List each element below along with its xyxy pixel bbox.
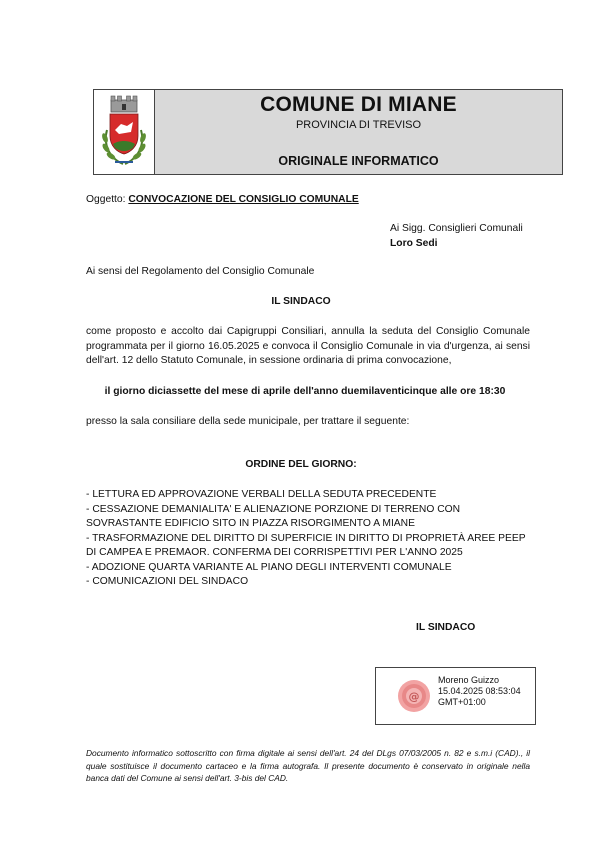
odg-title: ORDINE DEL GIORNO: (245, 459, 357, 470)
document-header (93, 89, 563, 175)
list-bullet: - (86, 532, 90, 544)
signature-details (438, 675, 521, 708)
regolamento-line: Ai sensi del Regolamento del Consiglio Comunale (86, 266, 315, 277)
list-item (86, 503, 530, 532)
crest-cell (94, 90, 155, 174)
list-item (86, 532, 530, 561)
list-item (86, 575, 530, 590)
body-paragraph: come proposto e accolto dai Capigruppi Consiliari, annulla la seduta del Consiglio Comunale programmata per il giorno 16.05.2025 e convoca il Consiglio Comunale in via d'urgenza, ai sensi dell'art. 12 dello Statuto Comunale, in sessione ordinaria di prima convocazione, (86, 326, 530, 366)
signature-label: IL SINDACO (416, 622, 476, 633)
wax-seal-icon (397, 679, 431, 713)
oggetto-label: Oggetto: (86, 194, 126, 205)
list-bullet: - (86, 489, 90, 500)
municipal-crest-icon (97, 92, 151, 172)
il-sindaco-heading: IL SINDACO (271, 296, 331, 307)
svg-text:@: @ (408, 690, 420, 703)
meeting-date-line: il giorno diciassette del mese di aprile dell'anno duemilaventicinque alle ore 18:30 (104, 386, 506, 397)
signer-name: Moreno Guizzo (438, 675, 500, 685)
list-bullet: - (86, 576, 90, 587)
comune-title: COMUNE DI MIANE (260, 93, 457, 116)
list-item-text: LETTURA ED APPROVAZIONE VERBALI DELLA SEDUTA PRECEDENTE (92, 489, 437, 500)
odg-list (86, 488, 530, 590)
recipients-block (390, 222, 523, 251)
recipients-sedi: Loro Sedi (390, 237, 438, 249)
footer-note: Documento informatico sottoscritto con firma digitale ai sensi dell'art. 24 del DLgs 07/03/2005 n. 82 e s.m.i (CAD)., il quale sostituisce il documento cartaceo e la firma autografa. Il presente documento è conservato in originale nella banca dati del Comune ai sensi dell'art. 3-bis del CAD. (86, 748, 530, 783)
list-item (86, 561, 530, 576)
oggetto-value: CONVOCAZIONE DEL CONSIGLIO COMUNALE (128, 194, 359, 205)
recipients-line: Ai Sigg. Consiglieri Comunali (390, 223, 523, 234)
signature-datetime: 15.04.2025 08:53:04 (438, 686, 521, 696)
list-bullet: - (86, 561, 90, 573)
digital-signature-stamp (375, 667, 536, 725)
list-item-text: ADOZIONE QUARTA VARIANTE AL PIANO DEGLI INTERVENTI COMUNALE (91, 561, 452, 573)
title-cell (155, 90, 562, 174)
list-bullet: - (86, 503, 90, 515)
list-item-text: CESSAZIONE DEMANIALITA' E ALIENAZIONE PORZIONE DI TERRENO CON SOVRASTANTE EDIFICIO SITO IN PIAZZA RISORGIMENTO A MIANE (86, 503, 461, 529)
list-item-text: COMUNICAZIONI DEL SINDACO (92, 576, 249, 587)
oggetto-line (86, 193, 359, 208)
signature-timezone: GMT+01:00 (438, 697, 486, 707)
presso-line: presso la sala consiliare della sede municipale, per trattare il seguente: (86, 416, 410, 427)
originale-label: ORIGINALE INFORMATICO (278, 154, 439, 168)
provincia-subtitle: PROVINCIA DI TREVISO (295, 119, 422, 131)
list-item-text: TRASFORMAZIONE DEL DIRITTO DI SUPERFICIE IN DIRITTO DI PROPRIETÀ AREE PEEP DI CAMPEA E PREMAOR. CONFERMA DEI CORRISPETTIVI PER L'ANNO 2025 (86, 532, 526, 558)
list-item (86, 488, 530, 503)
